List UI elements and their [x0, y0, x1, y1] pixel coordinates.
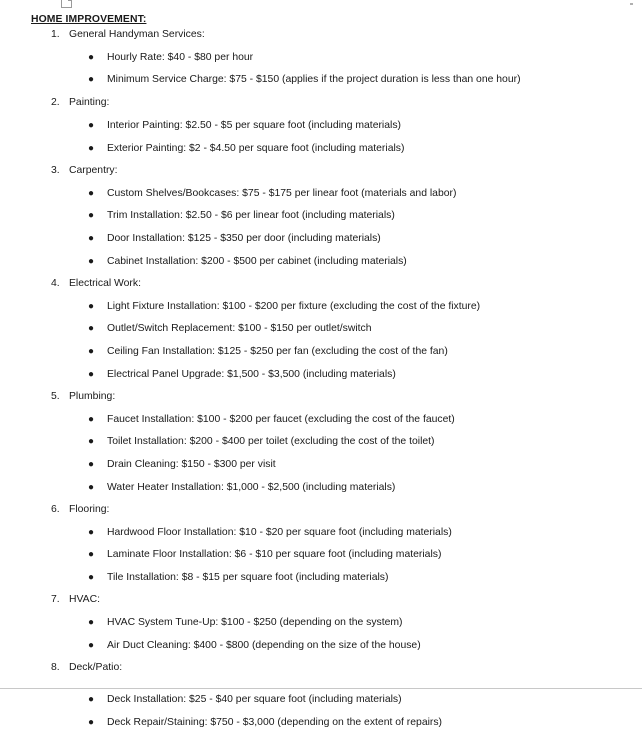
list-item — [88, 119, 401, 132]
section-heading-label: Painting: — [69, 97, 110, 108]
list-item-text: Exterior Painting: $2 - $4.50 per square foot (including materials) — [107, 143, 405, 154]
section-heading-deck-patio — [51, 661, 122, 674]
section-heading-label: HVAC: — [69, 594, 100, 605]
list-item-text: Light Fixture Installation: $100 - $200 per fixture (excluding the cost of the fixture) — [107, 301, 481, 312]
list-item-text: Deck Installation: $25 - $40 per square foot (including materials) — [107, 694, 402, 705]
list-item — [88, 716, 442, 729]
bullet-icon: ● — [88, 210, 95, 221]
section-heading-electrical — [51, 277, 141, 290]
list-item — [88, 345, 448, 358]
list-item — [88, 616, 403, 629]
section-heading-flooring — [51, 503, 109, 516]
bullet-icon: ● — [88, 188, 95, 199]
section-heading-label: Flooring: — [69, 504, 110, 515]
page-title: HOME IMPROVEMENT: — [31, 14, 147, 25]
section-heading-hvac — [51, 593, 100, 606]
section-heading-general-handyman — [51, 28, 205, 41]
section-heading-carpentry — [51, 164, 118, 177]
list-item — [88, 413, 455, 426]
list-item-text: Cabinet Installation: $200 - $500 per cabinet (including materials) — [107, 256, 407, 267]
bullet-icon: ● — [88, 256, 95, 267]
section-heading-label: Carpentry: — [69, 165, 118, 176]
bullet-icon: ● — [88, 301, 95, 312]
list-item-text: Door Installation: $125 - $350 per door (including materials) — [107, 233, 381, 244]
section-heading-label: Plumbing: — [69, 391, 116, 402]
section-heading-label: Deck/Patio: — [69, 662, 123, 673]
list-item-text: HVAC System Tune-Up: $100 - $250 (depending on the system) — [107, 617, 403, 628]
list-item — [88, 693, 402, 706]
list-item-text: Hardwood Floor Installation: $10 - $20 per square foot (including materials) — [107, 527, 452, 538]
list-item-text: Electrical Panel Upgrade: $1,500 - $3,500 (including materials) — [107, 369, 396, 380]
bullet-icon: ● — [88, 717, 95, 728]
section-heading-painting — [51, 96, 109, 109]
bullet-icon: ● — [88, 74, 95, 85]
bullet-icon: ● — [88, 120, 95, 131]
list-item — [88, 300, 480, 313]
section-number: 7. — [51, 594, 60, 605]
bullet-icon: ● — [88, 549, 95, 560]
bullet-icon: ● — [88, 369, 95, 380]
list-item-text: Drain Cleaning: $150 - $300 per visit — [107, 459, 276, 470]
bullet-icon: ● — [88, 143, 95, 154]
list-item — [88, 368, 396, 381]
section-heading-label: Electrical Work: — [69, 278, 141, 289]
section-heading-plumbing — [51, 390, 115, 403]
section-number: 1. — [51, 29, 60, 40]
list-item — [88, 481, 395, 494]
list-item — [88, 322, 372, 335]
list-item — [88, 435, 435, 448]
list-item — [88, 548, 441, 561]
section-number: 4. — [51, 278, 60, 289]
bullet-icon: ● — [88, 527, 95, 538]
list-item-text: Air Duct Cleaning: $400 - $800 (depending on the size of the house) — [107, 640, 421, 651]
bullet-icon: ● — [88, 436, 95, 447]
list-item-text: Toilet Installation: $200 - $400 per toilet (excluding the cost of the toilet) — [107, 436, 435, 447]
bullet-icon: ● — [88, 640, 95, 651]
section-number: 3. — [51, 165, 60, 176]
list-item-text: Water Heater Installation: $1,000 - $2,500 (including materials) — [107, 482, 396, 493]
list-item — [88, 571, 388, 584]
bullet-icon: ● — [88, 52, 95, 63]
bullet-icon: ● — [88, 233, 95, 244]
list-item-text: Custom Shelves/Bookcases: $75 - $175 per linear foot (materials and labor) — [107, 188, 457, 199]
list-item — [88, 73, 521, 86]
section-number: 6. — [51, 504, 60, 515]
list-item — [88, 209, 395, 222]
list-item — [88, 639, 421, 652]
list-item — [88, 255, 407, 268]
list-item-text: Minimum Service Charge: $75 - $150 (applies if the project duration is less than one hour) — [107, 74, 521, 85]
list-item — [88, 187, 456, 200]
list-item-text: Outlet/Switch Replacement: $100 - $150 per outlet/switch — [107, 323, 372, 334]
section-heading-label: General Handyman Services: — [69, 29, 205, 40]
list-item — [88, 458, 276, 471]
section-number: 5. — [51, 391, 60, 402]
list-item — [88, 526, 452, 539]
list-item-text: Faucet Installation: $100 - $200 per faucet (excluding the cost of the faucet) — [107, 414, 455, 425]
bullet-icon: ● — [88, 414, 95, 425]
section-number: 2. — [51, 97, 60, 108]
list-item-text: Deck Repair/Staining: $750 - $3,000 (depending on the extent of repairs) — [107, 717, 443, 728]
list-item-text: Hourly Rate: $40 - $80 per hour — [107, 52, 254, 63]
list-item — [88, 232, 381, 245]
list-item-text: Trim Installation: $2.50 - $6 per linear foot (including materials) — [107, 210, 395, 221]
bullet-icon: ● — [88, 617, 95, 628]
bullet-icon: ● — [88, 482, 95, 493]
bullet-icon: ● — [88, 694, 95, 705]
list-item-text: Laminate Floor Installation: $6 - $10 per square foot (including materials) — [107, 549, 442, 560]
section-number: 8. — [51, 662, 60, 673]
bullet-icon: ● — [88, 346, 95, 357]
list-item — [88, 51, 253, 64]
scroll-marker-icon — [630, 3, 633, 5]
list-item-text: Tile Installation: $8 - $15 per square foot (including materials) — [107, 572, 389, 583]
bullet-icon: ● — [88, 323, 95, 334]
list-item-text: Interior Painting: $2.50 - $5 per square foot (including materials) — [107, 120, 401, 131]
document-icon — [61, 0, 72, 8]
list-item — [88, 142, 404, 155]
bullet-icon: ● — [88, 572, 95, 583]
bullet-icon: ● — [88, 459, 95, 470]
page-break-divider — [0, 688, 642, 689]
list-item-text: Ceiling Fan Installation: $125 - $250 per fan (excluding the cost of the fan) — [107, 346, 448, 357]
